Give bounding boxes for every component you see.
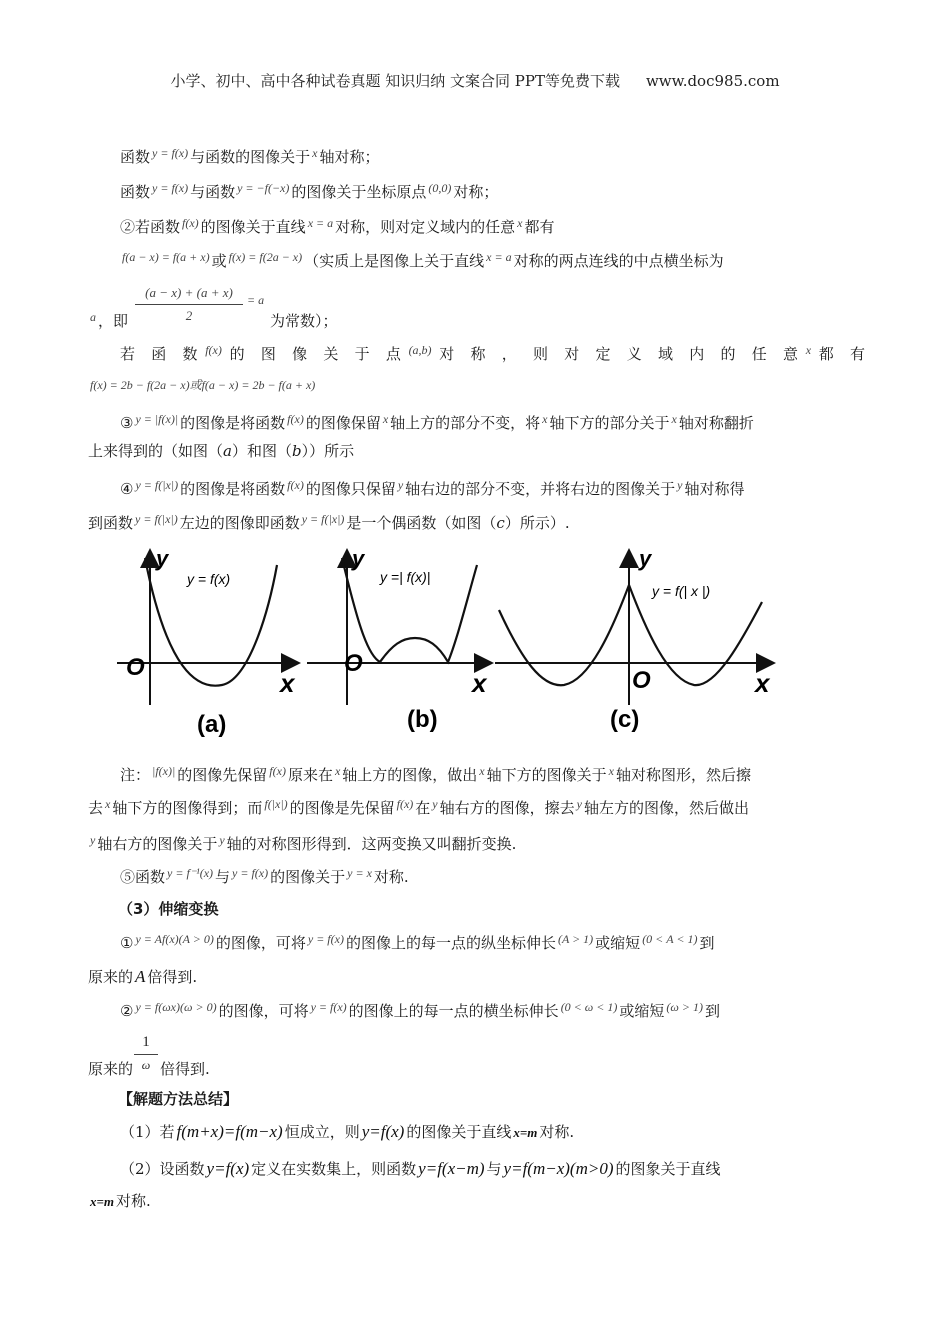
paragraph-3: ②若函数 $^{f(x)}$ 的图像关于直线 $^{x = a}$ 对称，则对定义域内的任意 $^x$ 都有: [120, 216, 555, 236]
fraction-bar: [135, 304, 243, 305]
paragraph-19: x=m 对称.: [90, 1192, 151, 1210]
paragraph-9: 上来得到的（如图（a）和图（b））所示: [88, 442, 355, 460]
figure-c-x-label: x: [755, 668, 770, 698]
figure-a: [117, 546, 297, 738]
figure-b-y-label: y: [352, 546, 365, 571]
paragraph-17: （1）若 f(m+x)=f(m−x) 恒成立，则 y=f(x) 的图像关于直线 x=m 对称.: [120, 1122, 575, 1141]
paragraph-5: $^a$ ，即: [90, 310, 129, 330]
page-header: [0, 70, 950, 91]
paragraph-12: ⑤函数 $^{y = f^{-1}(x)}$ 与 $^{y = f(x)}$ 的图像关于 $^{y = x}$ 对称.: [120, 866, 409, 886]
figure-c-origin: O: [632, 667, 651, 694]
header-text: 小学、初中、高中各种试卷真题 知识归纳 文案合同 PPT等免费下载: [170, 72, 620, 90]
section-3-title: （3）伸缩变换: [118, 900, 219, 918]
paragraph-4: $^{f(a - x) = f(a + x)}$ 或 $^{f(x) = f(2a - x)}$ （实质上是图像上关于直线 $^{x = a}$ 对称的两点连线的中点横坐标为: [122, 250, 724, 270]
figure-c-caption: (c): [610, 706, 640, 733]
figure-c-curve: [499, 585, 762, 685]
paragraph-16-b: 倍得到.: [160, 1060, 210, 1078]
figure-b: [307, 546, 490, 733]
figure-b-x-label: x: [472, 668, 487, 698]
header-url[interactable]: www.doc985.com: [645, 72, 780, 90]
fraction-midpoint: (a − x) + (a + x) 2: [135, 285, 243, 324]
paragraph-15: ② $^{y = f(\omega x)(\omega > 0)}$ 的图像，可将 $^{y = f(x)}$ 的图像上的每一点的横坐标伸长 $^{(0 < \omega < 1)}$ 或缩短 $^{(\omega > 1)}$ 到: [120, 1000, 720, 1020]
fraction-bar: [134, 1054, 158, 1055]
figure-a-func-label: y = f(x): [187, 571, 231, 587]
note-1: 注： $^{|f(x)|}$ 的图像先保留 $^{f(x)}$ 原来在 $^x$ 轴上方的图像，做出 $^x$ 轴下方的图像关于 $^x$ 轴对称图形，然后擦: [120, 764, 751, 784]
paragraph-2: 函数 $^{y = f(x)}$ 与函数 $^{y = -f(-x)}$ 的图像关于坐标原点 $^{(0,0)}$ 对称；: [120, 181, 499, 201]
paragraph-13: ① $^{y = Af(x)(A > 0)}$ 的图像，可将 $^{y = f(x)}$ 的图像上的每一点的纵坐标伸长 $^{(A > 1)}$ 或缩短 $^{(0 < A < 1)}$ 到: [120, 932, 715, 952]
paragraph-11: 到函数 $^{y = f(|x|)}$ 左边的图像即函数 $^{y = f(|x|)}$ 是一个偶函数（如图（c）所示）.: [88, 512, 570, 532]
figure-b-func-label: y =| f(x)|: [380, 569, 431, 585]
note-2: 去 $^x$ 轴下方的图像得到；而 $^{f(|x|)}$ 的图像是先保留 $^{f(x)}$ 在 $^y$ 轴右方的图像，擦去 $^y$ 轴左方的图像，然后做出: [88, 797, 749, 817]
paragraph-7: f(x) = 2b − f(2a − x)或f(a − x) = 2b − f(a + x): [90, 378, 316, 392]
figure-a-x-label: x: [280, 668, 295, 698]
function-graphs-figure: [112, 540, 802, 740]
paragraph-16-a: 原来的: [88, 1060, 134, 1078]
paragraph-18: （2）设函数 y=f(x) 定义在实数集上，则函数 y=f(x−m) 与 y=f(m−x)(m>0) 的图象关于直线: [120, 1159, 721, 1178]
figure-c-y-label: y: [639, 546, 652, 571]
figure-b-origin: O: [344, 650, 363, 677]
figure-a-caption: (a): [197, 711, 227, 738]
paragraph-6: 若 函 数 $^{f(x)}$ 的 图 像 关 于 点 $^{(a,b)}$ 对 称 ， 则 对 定 义 域 内 的 任 意 $^x$ 都 有: [120, 343, 865, 363]
figure-c: [495, 546, 772, 733]
fraction-one-over-omega: 1 ω: [134, 1034, 158, 1073]
figure-a-y-label: y: [156, 546, 169, 571]
fraction-eq: = a: [247, 293, 265, 307]
paragraph-5-tail: 为常数）；: [270, 312, 338, 330]
note-3: $^y$ 轴右方的图像关于 $^y$ 轴的对称图形得到．这两变换又叫翻折变换.: [90, 833, 517, 853]
figure-a-origin: O: [126, 654, 145, 681]
figure-c-func-label: y = f(| x |): [652, 583, 711, 599]
section-summary-title: 【解题方法总结】: [118, 1090, 239, 1108]
paragraph-8: ③ $^{y = |f(x)|}$ 的图像是将函数 $^{f(x)}$ 的图像保留 $^x$ 轴上方的部分不变，将 $^x$ 轴下方的部分关于 $^x$ 轴对称翻折: [120, 412, 754, 432]
figure-b-caption: (b): [407, 706, 438, 733]
paragraph-10: ④ $^{y = f(|x|)}$ 的图像是将函数 $^{f(x)}$ 的图像只保留 $^y$ 轴右边的部分不变，并将右边的图像关于 $^y$ 轴对称得: [120, 478, 745, 498]
paragraph-14: 原来的 A 倍得到.: [88, 967, 198, 986]
paragraph-1: 函数 $^{y = f(x)}$ 与函数的图像关于 $^x$ 轴对称；: [120, 146, 380, 166]
